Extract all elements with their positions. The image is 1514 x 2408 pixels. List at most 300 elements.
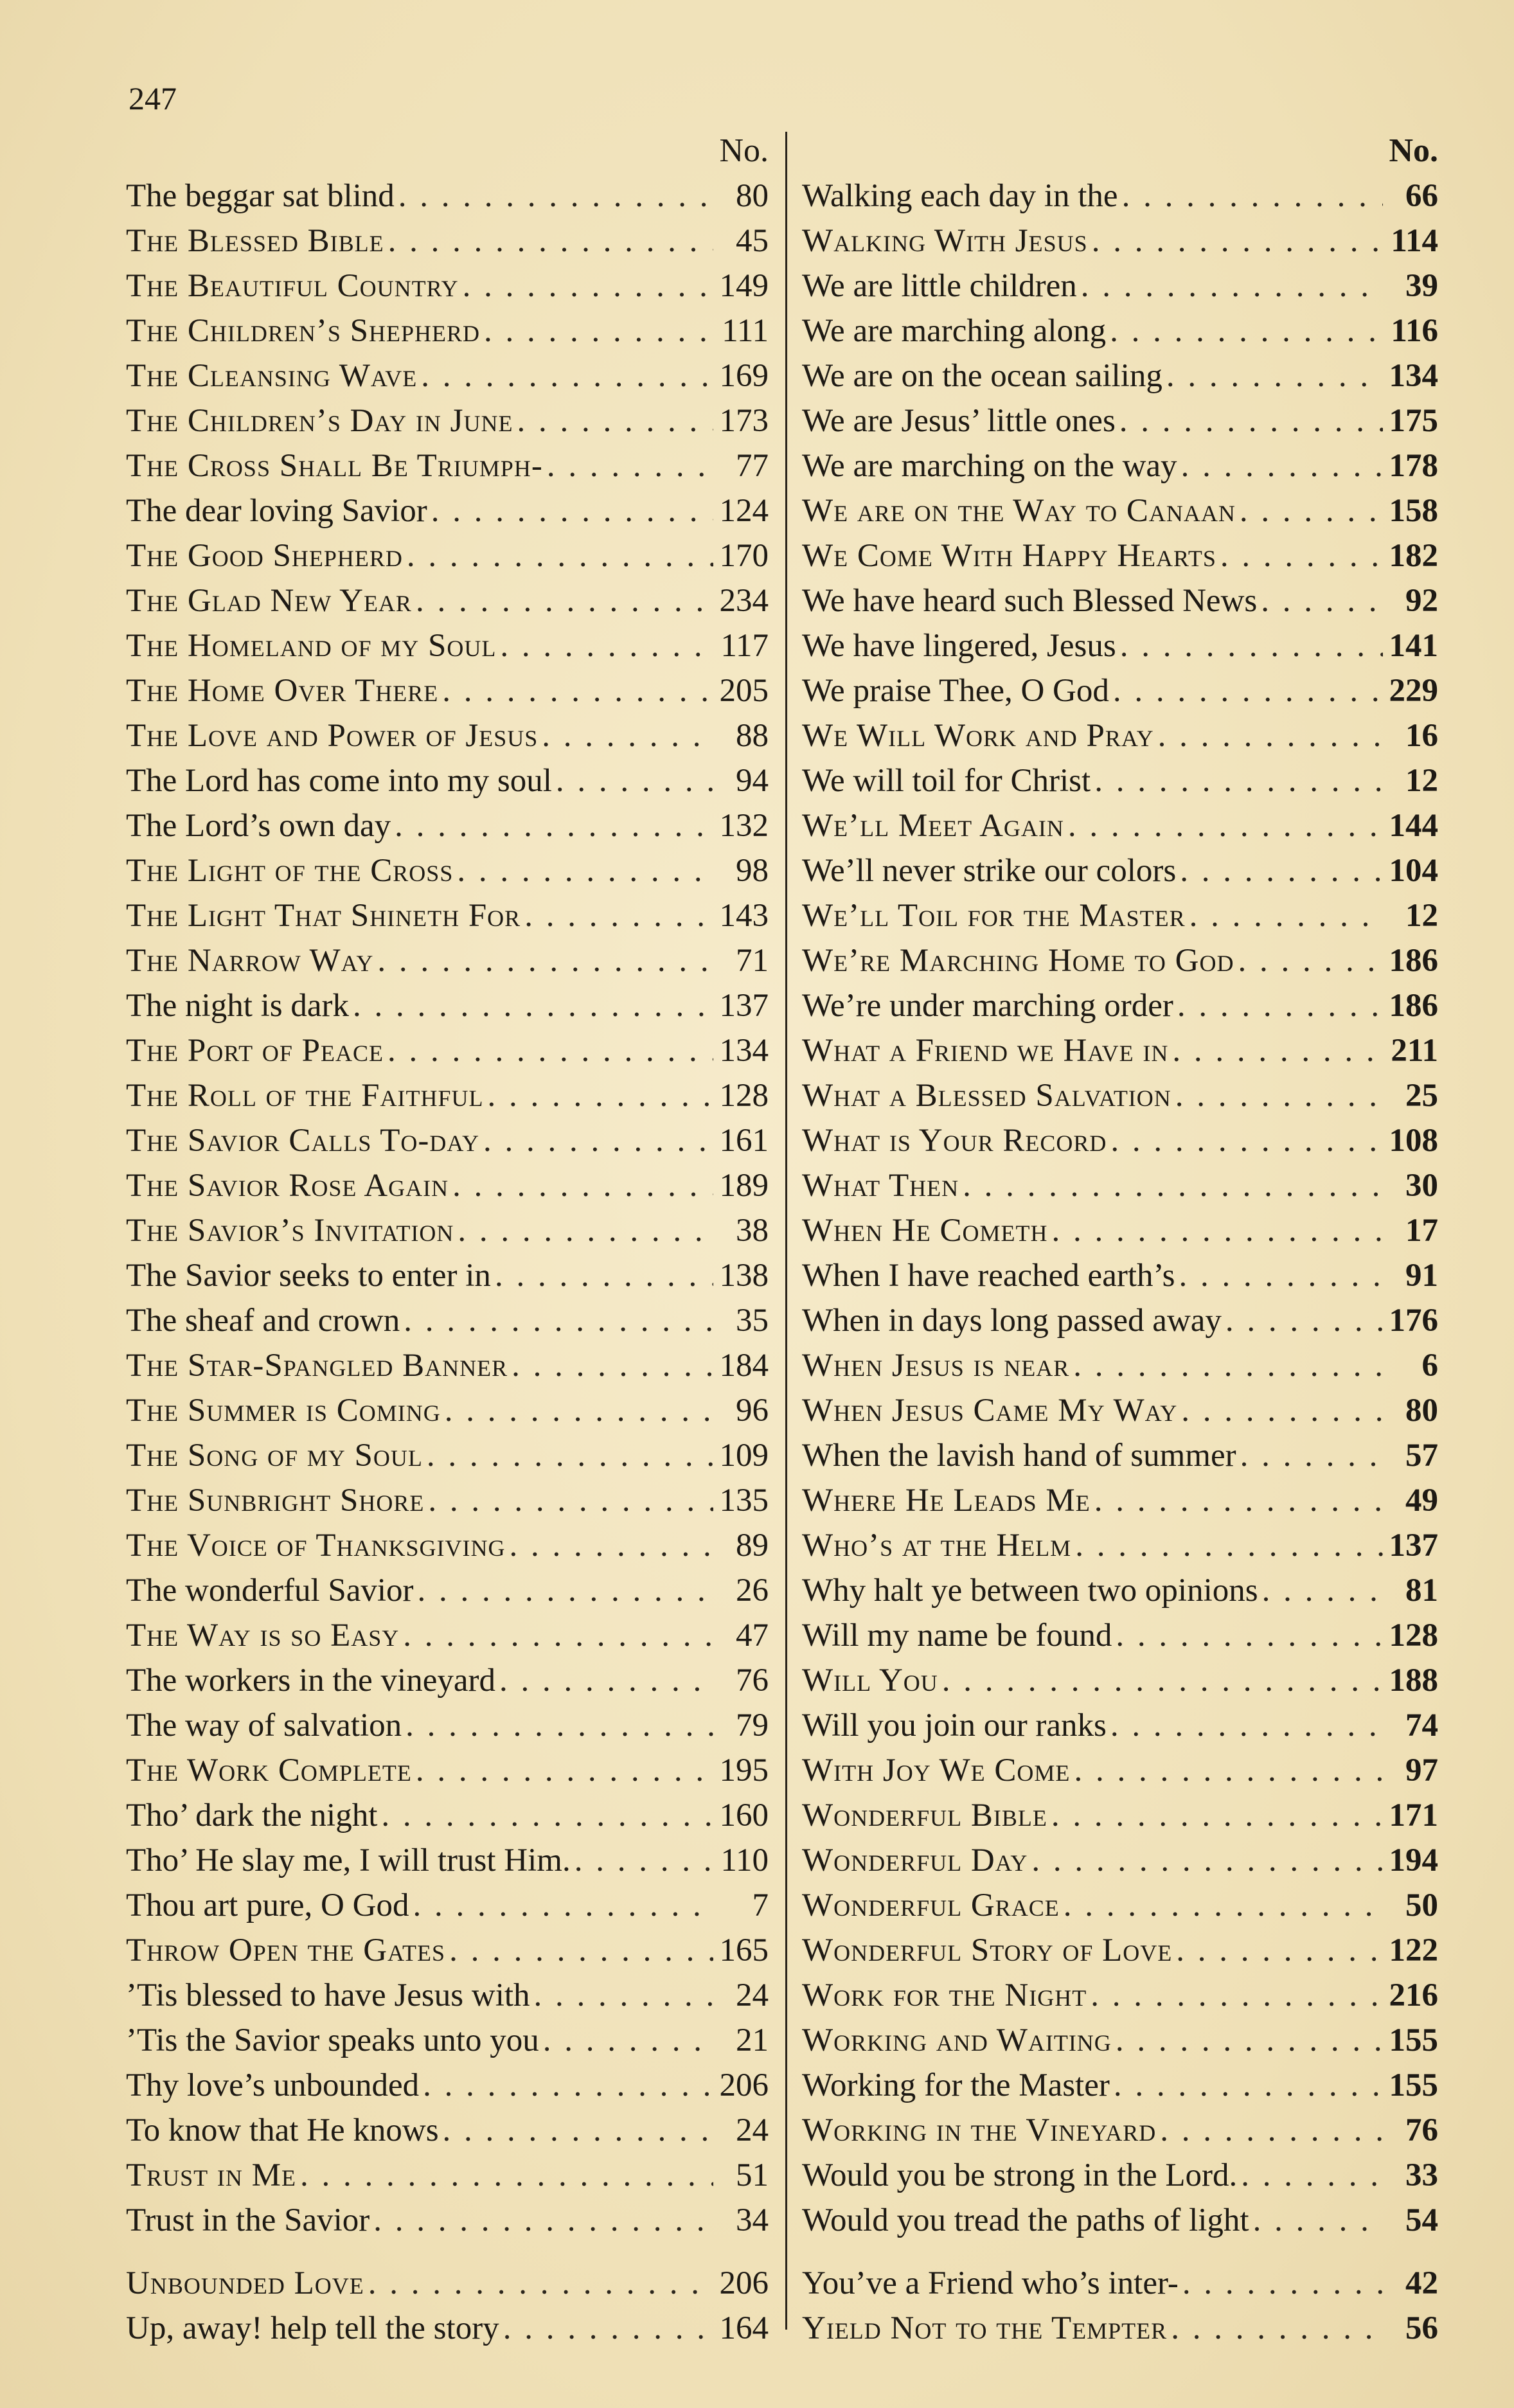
entry-title: Up, away! help tell the story [126, 2310, 499, 2346]
entry-number: 80 [1405, 1393, 1438, 1429]
entry-title: ’Tis blessed to have Jesus with [126, 1977, 530, 2013]
entry-number: 104 [1389, 853, 1438, 889]
index-entry [802, 2063, 1438, 2108]
index-entry [126, 1253, 769, 1298]
entry-title: The Love and Power of Jesus [126, 718, 539, 754]
entry-title: Walking With Jesus [802, 223, 1088, 259]
dot-leader [1094, 1478, 1383, 1523]
dot-leader [373, 2198, 713, 2243]
entry-number: 158 [1389, 493, 1438, 529]
dot-leader [500, 623, 713, 668]
entry-number: 205 [719, 673, 769, 709]
index-entry [126, 1613, 769, 1658]
index-entry [802, 713, 1438, 758]
entry-title: You’ve a Friend who’s inter- [802, 2265, 1179, 2301]
entry-title: The Summer is Coming [126, 1393, 441, 1429]
dot-leader [404, 1298, 713, 1343]
entry-number: 188 [1389, 1663, 1438, 1699]
index-entry [802, 1208, 1438, 1253]
dot-leader [1120, 623, 1383, 668]
entry-title: The Work Complete [126, 1752, 412, 1788]
dot-leader [431, 488, 713, 533]
index-entry [802, 893, 1438, 938]
dot-leader [1160, 2108, 1383, 2153]
entry-number: 50 [1405, 1887, 1438, 1923]
entry-title: Wonderful Bible [802, 1797, 1047, 1833]
index-entry [802, 1568, 1438, 1613]
index-entry [126, 1388, 769, 1433]
index-entry [802, 2306, 1438, 2351]
index-entry [126, 1703, 769, 1748]
index-entry [126, 1433, 769, 1478]
dot-leader [1171, 2306, 1383, 2351]
entry-number: 164 [719, 2310, 769, 2346]
entry-number: 76 [736, 1663, 769, 1699]
entry-list-after-gap [802, 2261, 1438, 2351]
entry-title: Working for the Master [802, 2067, 1110, 2103]
entry-title: When He Cometh [802, 1213, 1048, 1249]
dot-leader [381, 1793, 713, 1838]
index-entry [802, 219, 1438, 263]
dot-leader [1262, 1568, 1383, 1613]
entry-title: Tho’ dark the night [126, 1797, 378, 1833]
index-entry [126, 1658, 769, 1703]
entry-number: 160 [719, 1797, 769, 1833]
index-entry [126, 938, 769, 983]
entry-title: When the lavish hand of summer [802, 1438, 1236, 1474]
index-entry [126, 263, 769, 308]
dot-leader [407, 533, 713, 578]
index-entry [126, 174, 769, 219]
entry-title: The Narrow Way [126, 943, 374, 979]
entry-title: We’ll never strike our colors [802, 853, 1177, 889]
entry-title: We are marching along [802, 313, 1107, 349]
index-entry [802, 353, 1438, 398]
index-entry [126, 398, 769, 443]
entry-title: Would you be strong in the Lord. [802, 2157, 1238, 2193]
dot-leader [388, 219, 713, 263]
entry-title: The Roll of the Faithful [126, 1078, 484, 1114]
entry-title: Where He Leads Me [802, 1483, 1091, 1519]
dot-leader [1261, 578, 1383, 623]
index-entry [802, 1838, 1438, 1883]
index-entry [802, 758, 1438, 803]
dot-leader [1182, 2261, 1383, 2306]
dot-leader [547, 443, 713, 488]
index-entry [802, 983, 1438, 1028]
dot-leader [421, 353, 713, 398]
entry-number: 66 [1405, 178, 1438, 214]
dot-leader [963, 1163, 1383, 1208]
dot-leader [403, 1613, 713, 1658]
index-entry [126, 713, 769, 758]
index-entry [126, 1793, 769, 1838]
dot-leader [1081, 263, 1383, 308]
dot-leader [1074, 1748, 1383, 1793]
index-entry [126, 1523, 769, 1568]
entry-title: The Light of the Cross [126, 853, 454, 889]
entry-number: 45 [736, 223, 769, 259]
entry-number: 38 [736, 1213, 769, 1249]
entry-title: The Lord’s own day [126, 808, 391, 844]
dot-leader [942, 1658, 1383, 1703]
entry-title: The Children’s Shepherd [126, 313, 481, 349]
index-entry [802, 1523, 1438, 1568]
index-entry [126, 2063, 769, 2108]
entry-number: 171 [1389, 1797, 1438, 1833]
entry-number: 24 [736, 1977, 769, 2013]
index-entry [126, 668, 769, 713]
dot-leader [1113, 668, 1383, 713]
entry-title: We are little children [802, 268, 1077, 304]
entry-title: Will my name be found [802, 1618, 1112, 1654]
entry-number: 33 [1405, 2157, 1438, 2193]
entry-title: The Glad New Year [126, 583, 412, 619]
dot-leader [1253, 2198, 1383, 2243]
dot-leader [1240, 1433, 1383, 1478]
index-entry [802, 1928, 1438, 1973]
entry-number: 137 [1389, 1528, 1438, 1564]
index-entry [802, 668, 1438, 713]
index-entry [126, 1748, 769, 1793]
dot-leader [418, 1568, 713, 1613]
index-entry [802, 1298, 1438, 1343]
entry-number: 47 [736, 1618, 769, 1654]
index-entry [126, 578, 769, 623]
index-entry [802, 1658, 1438, 1703]
dot-leader [457, 848, 713, 893]
number-column-header: No. [1389, 132, 1438, 169]
dot-leader [1031, 1838, 1383, 1883]
entry-number: 76 [1405, 2112, 1438, 2148]
entry-title: To know that He knows [126, 2112, 439, 2148]
entry-title: Tho’ He slay me, I will trust Him. [126, 1842, 571, 1878]
index-entry [126, 983, 769, 1028]
entry-number: 17 [1405, 1213, 1438, 1249]
entry-title: The Savior seeks to enter in [126, 1258, 491, 1294]
dot-leader [1158, 713, 1383, 758]
entry-number: 178 [1389, 448, 1438, 484]
index-entry [126, 353, 769, 398]
dot-leader [1068, 803, 1383, 848]
entry-number: 79 [736, 1708, 769, 1744]
entry-title: We will toil for Christ [802, 763, 1091, 799]
index-entry [802, 1163, 1438, 1208]
index-entry [126, 2153, 769, 2198]
index-entry [802, 2198, 1438, 2243]
entry-number: 97 [1405, 1752, 1438, 1788]
dot-leader [1122, 174, 1383, 219]
index-entry [126, 1478, 769, 1523]
dot-leader [427, 1433, 713, 1478]
dot-leader [1110, 308, 1383, 353]
dot-leader [1051, 1793, 1383, 1838]
entry-title: Yield Not to the Tempter [802, 2310, 1168, 2346]
entry-title: What is Your Record [802, 1123, 1107, 1159]
entry-number: 30 [1405, 1168, 1438, 1204]
entry-number: 74 [1405, 1708, 1438, 1744]
index-entry [126, 488, 769, 533]
entry-title: ’Tis the Savior speaks unto you [126, 2022, 539, 2058]
entry-number: 155 [1389, 2022, 1438, 2058]
index-entry [802, 1703, 1438, 1748]
entry-number: 161 [719, 1123, 769, 1159]
dot-leader [416, 1748, 713, 1793]
dot-leader [1176, 1928, 1383, 1973]
entry-title: The Home Over There [126, 673, 439, 709]
dot-leader [416, 578, 713, 623]
dot-leader [483, 1118, 713, 1163]
entry-number: 173 [719, 403, 769, 439]
entry-number: 26 [736, 1573, 769, 1609]
index-entry [802, 578, 1438, 623]
entry-title: When Jesus is near [802, 1348, 1070, 1384]
dot-leader [300, 2153, 713, 2198]
entry-number: 89 [736, 1528, 769, 1564]
index-entry [802, 1433, 1438, 1478]
index-entry [126, 2198, 769, 2243]
index-entry [802, 1613, 1438, 1658]
dot-leader [495, 1253, 713, 1298]
entry-number: 49 [1405, 1483, 1438, 1519]
entry-number: 169 [719, 358, 769, 394]
entry-title: With Joy We Come [802, 1752, 1071, 1788]
index-entry [126, 1343, 769, 1388]
entry-number: 211 [1391, 1033, 1438, 1069]
dot-leader [1114, 2063, 1383, 2108]
entry-title: When in days long passed away [802, 1303, 1222, 1339]
entry-title: What Then [802, 1168, 959, 1204]
dot-leader [1110, 1118, 1383, 1163]
index-entry [126, 1883, 769, 1928]
section-gap [802, 2243, 1438, 2261]
entry-title: The Good Shepherd [126, 538, 403, 574]
entry-title: Trust in Me [126, 2157, 296, 2193]
index-entry [126, 1298, 769, 1343]
index-entry [802, 174, 1438, 219]
entry-number: 7 [752, 1887, 769, 1923]
entry-list [802, 174, 1438, 2243]
dot-leader [1116, 2018, 1383, 2063]
entry-number: 91 [1405, 1258, 1438, 1294]
entry-number: 182 [1389, 538, 1438, 574]
dot-leader [499, 1658, 713, 1703]
entry-number: 128 [1389, 1618, 1438, 1654]
dot-leader [1181, 1388, 1383, 1433]
index-entry [126, 1928, 769, 1973]
entry-title: The Way is so Easy [126, 1618, 400, 1654]
index-entry [126, 1118, 769, 1163]
entry-title: We have lingered, Jesus [802, 628, 1116, 664]
entry-title: Throw Open the Gates [126, 1932, 446, 1968]
entry-title: What a Blessed Salvation [802, 1078, 1171, 1114]
entry-number: 117 [720, 628, 769, 664]
dot-leader [1241, 2153, 1383, 2198]
entry-number: 170 [719, 538, 769, 574]
entry-title: The Cleansing Wave [126, 358, 418, 394]
index-entry [126, 1838, 769, 1883]
entry-number: 111 [722, 313, 769, 349]
entry-title: The Light That Shineth For [126, 898, 521, 934]
entry-number: 34 [736, 2202, 769, 2238]
entry-title: The Savior Rose Again [126, 1168, 449, 1204]
entry-number: 135 [719, 1483, 769, 1519]
entry-number: 116 [1391, 313, 1438, 349]
index-entry [126, 893, 769, 938]
entry-number: 12 [1405, 898, 1438, 934]
entry-number: 39 [1405, 268, 1438, 304]
dot-leader [487, 1073, 713, 1118]
dot-leader [1116, 1613, 1383, 1658]
entry-number: 110 [720, 1842, 769, 1878]
entry-number: 137 [719, 988, 769, 1024]
index-entry [126, 848, 769, 893]
entry-number: 12 [1405, 763, 1438, 799]
entry-title: Trust in the Savior [126, 2202, 370, 2238]
entry-number: 56 [1405, 2310, 1438, 2346]
dot-leader [1075, 1523, 1383, 1568]
dot-leader [1092, 219, 1383, 263]
entry-title: We are on the ocean sailing [802, 358, 1162, 394]
index-entry [126, 443, 769, 488]
index-entry [126, 2108, 769, 2153]
entry-title: Wonderful Story of Love [802, 1932, 1173, 1968]
index-entry [802, 848, 1438, 893]
index-entry [802, 1883, 1438, 1928]
entry-number: 206 [719, 2067, 769, 2103]
entry-title: The wonderful Savior [126, 1573, 414, 1609]
dot-leader [398, 174, 713, 219]
entry-title: The night is dark [126, 988, 350, 1024]
entry-number: 42 [1405, 2265, 1438, 2301]
index-entry [802, 488, 1438, 533]
entry-number: 80 [736, 178, 769, 214]
entry-title: Unbounded Love [126, 2265, 364, 2301]
dot-leader [443, 2108, 713, 2153]
dot-leader [1064, 1883, 1383, 1928]
dot-leader [1177, 983, 1383, 1028]
index-entry [126, 308, 769, 353]
index-entry [126, 219, 769, 263]
index-entry [126, 623, 769, 668]
entry-title: Working in the Vineyard [802, 2112, 1157, 2148]
entry-number: 81 [1405, 1573, 1438, 1609]
entry-title: The Voice of Thanksgiving [126, 1528, 506, 1564]
entry-number: 134 [719, 1033, 769, 1069]
index-entry [126, 2018, 769, 2063]
index-entry [802, 623, 1438, 668]
index-entry [802, 1343, 1438, 1388]
dot-leader [1238, 938, 1383, 983]
dot-leader [452, 1163, 713, 1208]
index-entry [126, 533, 769, 578]
index-entry [126, 1028, 769, 1073]
entry-number: 186 [1389, 988, 1438, 1024]
dot-leader [1189, 893, 1383, 938]
entry-number: 51 [736, 2157, 769, 2193]
index-entry [802, 1388, 1438, 1433]
entry-number: 155 [1389, 2067, 1438, 2103]
entry-title: What a Friend we Have in [802, 1033, 1169, 1069]
entry-title: The beggar sat blind [126, 178, 395, 214]
entry-number: 24 [736, 2112, 769, 2148]
index-entry [802, 2108, 1438, 2153]
dot-leader [1119, 398, 1383, 443]
index-entry [802, 443, 1438, 488]
dot-leader [428, 1478, 713, 1523]
entry-title: Working and Waiting [802, 2022, 1112, 2058]
index-entry [126, 1208, 769, 1253]
dot-leader [542, 713, 713, 758]
index-entry [802, 1028, 1438, 1073]
index-entry [126, 1073, 769, 1118]
entry-number: 143 [719, 898, 769, 934]
dot-leader [512, 1343, 713, 1388]
entry-number: 234 [719, 583, 769, 619]
entry-title: We’re Marching Home to God [802, 943, 1234, 979]
dot-leader [1225, 1298, 1383, 1343]
dot-leader [1180, 848, 1383, 893]
entry-number: 16 [1405, 718, 1438, 754]
entry-number: 175 [1389, 403, 1438, 439]
index-entry [802, 1253, 1438, 1298]
index-entry [126, 2261, 769, 2306]
entry-title: The Children’s Day in June [126, 403, 513, 439]
dot-leader [442, 668, 713, 713]
entry-title: When Jesus Came My Way [802, 1393, 1178, 1429]
dot-leader [1051, 1208, 1383, 1253]
dot-leader [510, 1523, 713, 1568]
dot-leader [377, 938, 713, 983]
entry-title: Wonderful Grace [802, 1887, 1060, 1923]
dot-leader [484, 308, 713, 353]
entry-number: 122 [1389, 1932, 1438, 1968]
index-entry [126, 758, 769, 803]
index-entry [802, 2261, 1438, 2306]
entry-title: Thy love’s unbounded [126, 2067, 420, 2103]
entry-title: Why halt ye between two opinions [802, 1573, 1258, 1609]
entry-title: Wonderful Day [802, 1842, 1028, 1878]
dot-leader [574, 1838, 713, 1883]
entry-title: The Blessed Bible [126, 223, 384, 259]
entry-number: 206 [719, 2265, 769, 2301]
dot-leader [368, 2261, 713, 2306]
page-number: 247 [129, 80, 177, 116]
entry-number: 35 [736, 1303, 769, 1339]
section-gap [126, 2243, 769, 2261]
dot-leader [1220, 533, 1383, 578]
entry-number: 189 [719, 1168, 769, 1204]
entry-number: 124 [719, 493, 769, 529]
index-entry [126, 1163, 769, 1208]
dot-leader [405, 1703, 713, 1748]
entry-number: 88 [736, 718, 769, 754]
dot-leader [1091, 1973, 1383, 2018]
entry-title: The Sunbright Shore [126, 1483, 425, 1519]
index-entry [802, 938, 1438, 983]
index-entry [802, 308, 1438, 353]
index-entry [802, 533, 1438, 578]
entry-title: When I have reached earth’s [802, 1258, 1175, 1294]
entry-title: We are marching on the way [802, 448, 1177, 484]
number-column-header: No. [719, 132, 769, 169]
entry-title: Work for the Night [802, 1977, 1087, 2013]
entry-title: Who’s at the Helm [802, 1528, 1072, 1564]
entry-list-after-gap [126, 2261, 769, 2351]
entry-title: We’re under marching order [802, 988, 1173, 1024]
index-entry [126, 2306, 769, 2351]
entry-number: 96 [736, 1393, 769, 1429]
